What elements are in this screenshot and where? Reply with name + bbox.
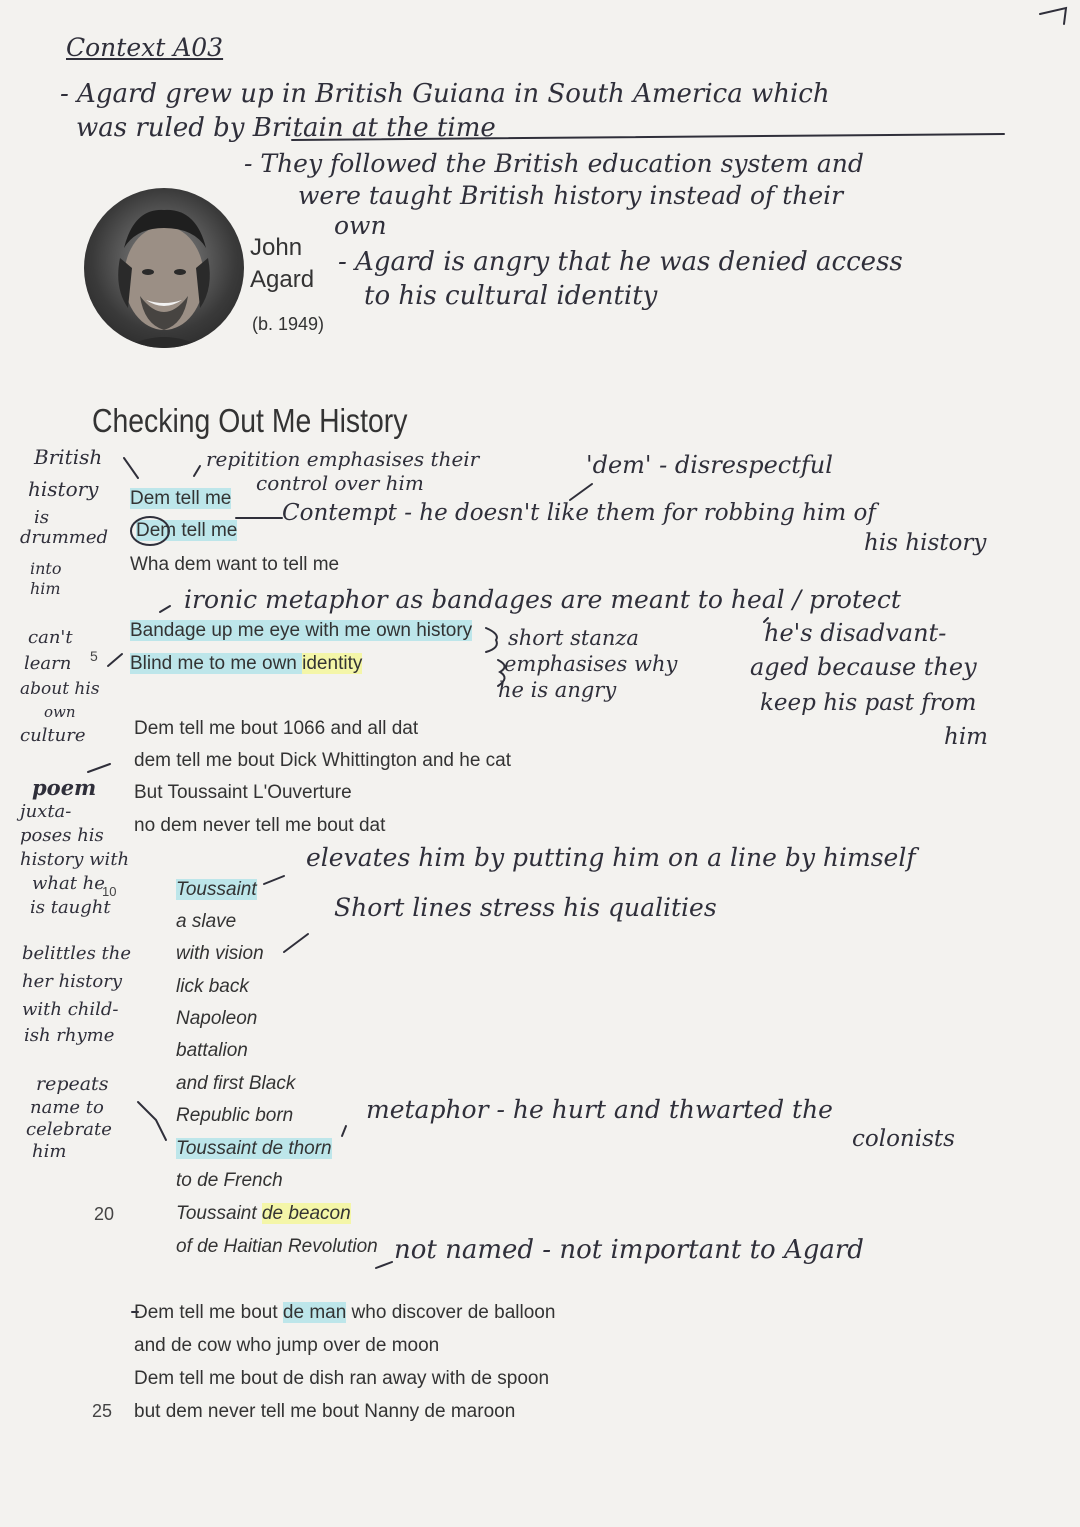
poem-line-14: Napoleon	[176, 1008, 258, 1029]
poem-line-8: But Toussaint L'Ouverture	[134, 782, 352, 803]
cant-learn-note-4: own	[44, 703, 76, 721]
poem-line-25: but dem never tell me bout Nanny de maroon	[134, 1401, 516, 1422]
ironic-metaphor-note: ironic metaphor as bandages are meant to heal / protect	[184, 585, 901, 614]
repeats-note-2: name to	[30, 1097, 104, 1118]
british-history-note-3: is	[34, 507, 49, 528]
education-note-line3: own	[334, 211, 387, 240]
british-history-note-2: history	[28, 477, 99, 501]
repetition-note-1: repitition emphasises their	[206, 447, 480, 471]
identity-highlight: identity	[302, 653, 363, 674]
british-history-note-5: into	[30, 559, 62, 578]
context-heading: Context A03	[66, 33, 224, 62]
de-man-highlight: de man	[282, 1302, 347, 1323]
poem-line-18: Toussaint de thorn	[176, 1138, 332, 1159]
short-stanza-note-2: emphasises why	[504, 652, 678, 676]
short-stanza-note-1: short stanza	[508, 626, 639, 650]
british-history-note-1: British	[34, 445, 103, 469]
juxtaposes-note-4: history with	[20, 849, 130, 870]
dem-note: 'dem' - disrespectful	[586, 451, 833, 479]
poem-line-20: Toussaint de beacon	[176, 1203, 351, 1224]
metaphor-note-1: metaphor - he hurt and thwarted the	[366, 1095, 833, 1124]
repeats-note-3: celebrate	[26, 1119, 112, 1140]
british-history-note-4: drummed	[20, 527, 109, 548]
cant-learn-note-2: learn	[24, 653, 72, 674]
disadvantaged-note-1: he's disadvant-	[764, 619, 947, 647]
poem-line-9: no dem never tell me bout dat	[134, 815, 386, 836]
poem-line-16: and first Black	[176, 1073, 296, 1094]
education-note-line2: were taught British history instead of their	[298, 181, 844, 210]
repeats-note-4: him	[32, 1141, 67, 1162]
disadvantaged-note-3: keep his past from	[760, 690, 977, 716]
context-note-line2: was ruled by Britain at the time	[76, 113, 496, 143]
contempt-note-1: Contempt - he doesn't like them for robbing him of	[282, 500, 876, 526]
line-number-25: 25	[92, 1401, 113, 1421]
elevates-note: elevates him by putting him on a line by himself	[306, 843, 916, 872]
poem-line-7: dem tell me bout Dick Whittington and he cat	[134, 750, 512, 771]
contempt-note-2: his history	[864, 530, 987, 556]
juxtaposes-note-2: juxta-	[20, 801, 72, 822]
cant-learn-note-5: culture	[20, 725, 86, 746]
poet-born: (b. 1949)	[252, 314, 325, 334]
poem-line-2: Dem tell me	[136, 520, 238, 541]
disadvantaged-note-4: him	[944, 724, 988, 750]
beacon-highlight: de beacon	[261, 1203, 351, 1224]
poem-line-11: a slave	[176, 911, 237, 932]
underline-ruled	[292, 134, 1004, 140]
juxtaposes-note-1: poem	[32, 775, 97, 800]
juxtaposes-note-6: is taught	[30, 897, 111, 918]
line-number-5: 5	[90, 648, 98, 664]
poem-line-12: with vision	[176, 943, 264, 964]
poem-line-5: Blind me to me own identity	[130, 653, 363, 674]
dem-circle	[131, 517, 169, 545]
poem-line-23: and de cow who jump over de moon	[134, 1335, 440, 1356]
poem-line-13: lick back	[176, 976, 249, 997]
angry-note-line2: to his cultural identity	[364, 281, 658, 311]
poem-line-22: Dem tell me bout de man who discover de balloon	[134, 1302, 556, 1323]
metaphor-note-2: colonists	[852, 1126, 955, 1152]
poem-line-4: Bandage up me eye with me own history	[130, 620, 473, 641]
cant-learn-note-1: can't	[28, 627, 73, 648]
poem-line-10: Toussaint	[176, 879, 257, 900]
belittles-note-3: with child-	[22, 999, 119, 1020]
poem-title: Checking Out Me History	[92, 402, 408, 439]
short-lines-note: Short lines stress his qualities	[334, 893, 717, 922]
belittles-note-2: her history	[22, 971, 123, 992]
poet-first-name: John	[250, 234, 303, 261]
juxtaposes-note-5: what he	[32, 873, 105, 894]
context-note-line1: - Agard grew up in British Guiana in South America which	[60, 79, 830, 109]
poem-line-15: battalion	[176, 1040, 248, 1061]
belittles-note-1: belittles the	[22, 943, 132, 964]
repeats-note-1: repeats	[36, 1073, 109, 1095]
short-stanza-note-3: he is angry	[498, 678, 617, 702]
repetition-note-2: control over him	[256, 471, 424, 495]
not-named-note: not named - not important to Agard	[394, 1235, 864, 1265]
belittles-note-4: ish rhyme	[24, 1025, 115, 1046]
poem-line-1: Dem tell me	[130, 488, 232, 509]
disadvantaged-note-2: aged because they	[750, 653, 977, 681]
line-number-10: 10	[102, 884, 117, 899]
education-note-line1: - They followed the British education system and	[244, 149, 864, 178]
poem-line-3: Wha dem want to tell me	[130, 554, 340, 575]
poem-line-17: Republic born	[176, 1105, 294, 1126]
poem-line-6: Dem tell me bout 1066 and all dat	[134, 718, 419, 739]
angry-note-line1: - Agard is angry that he was denied access	[338, 247, 903, 277]
poem-line-24: Dem tell me bout de dish ran away with de spoon	[134, 1368, 550, 1389]
poet-last-name: Agard	[250, 266, 315, 293]
poem-line-21: of de Haitian Revolution	[176, 1236, 378, 1257]
juxtaposes-note-3: poses his	[20, 825, 104, 846]
line-number-20: 20	[94, 1204, 115, 1224]
cant-learn-note-3: about his	[20, 679, 100, 699]
poem-line-19: to de French	[176, 1170, 283, 1191]
british-history-note-6: him	[30, 579, 61, 598]
